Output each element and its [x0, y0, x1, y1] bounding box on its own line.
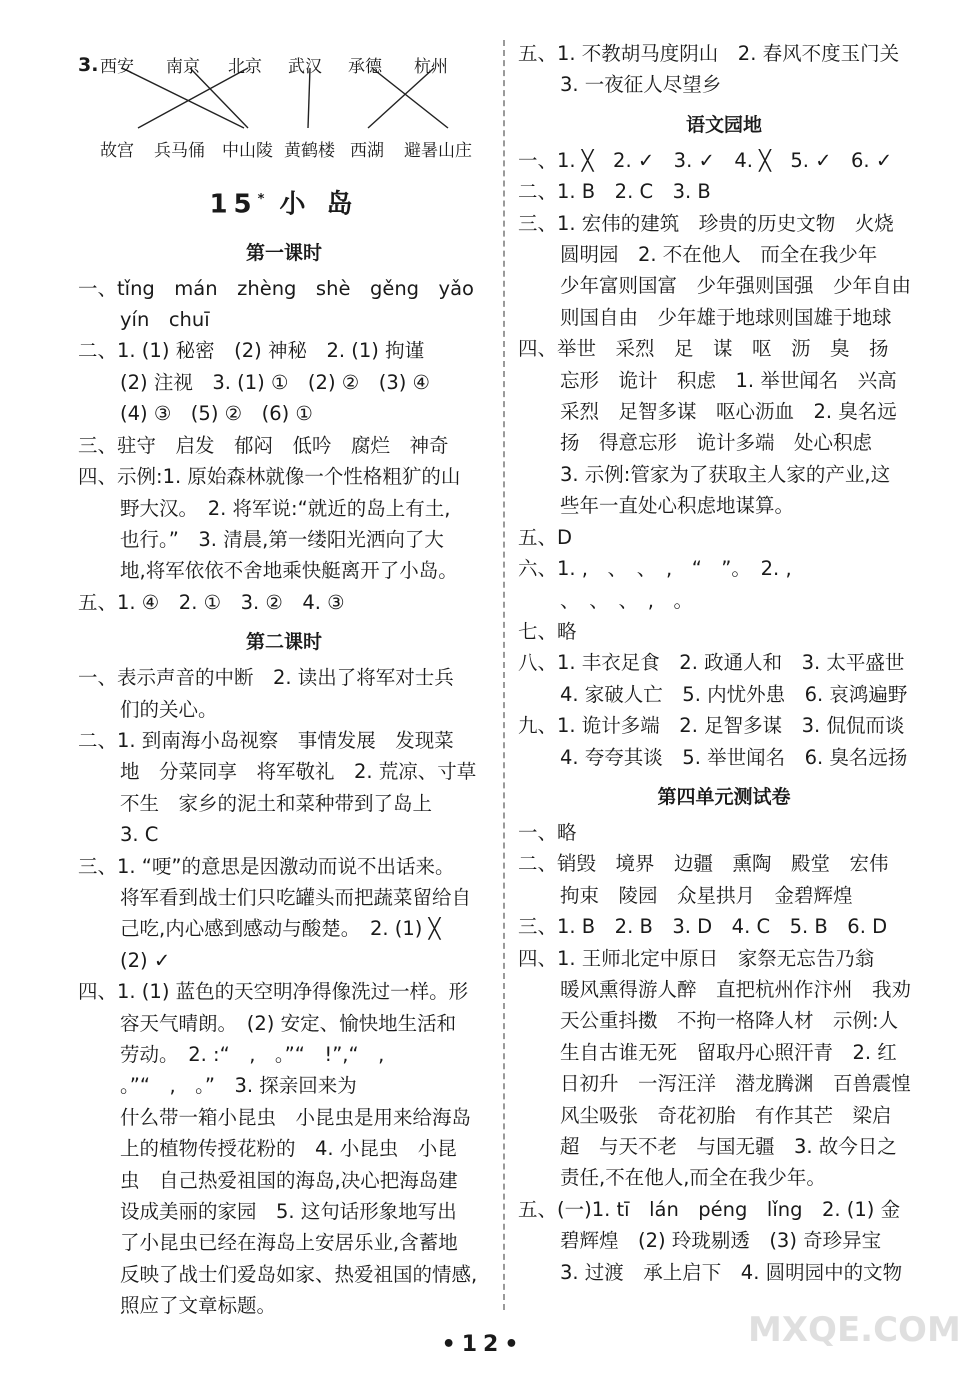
matching-exercise — [78, 38, 490, 161]
answer-line: 则国自由 少年雄于地球则国雄于地球 — [560, 305, 892, 329]
answer-line: 一、略 — [518, 820, 577, 844]
answer-line: 4. 家破人亡 5. 内忧外患 6. 哀鸿遍野 — [560, 682, 908, 706]
answer-line: (4) ③ (5) ② (6) ① — [120, 402, 313, 426]
match-bottom-item: 故宫 — [100, 141, 134, 161]
match-top-item: 北京 — [228, 57, 262, 77]
answer-line: 碧辉煌 (2) 玲珑剔透 (3) 奇珍异宝 — [560, 1229, 882, 1253]
answer-line: 生自古谁无死 留取丹心照汗青 2. 红 — [560, 1040, 897, 1064]
section-heading: 第二课时 — [245, 631, 322, 654]
match-line — [138, 68, 248, 128]
answer-line: 采烈 足智多谋 呕心沥血 2. 臭名远 — [560, 400, 897, 424]
answer-line: 也行。” 3. 清晨,第一缕阳光洒向了大 — [120, 527, 444, 551]
watermark-logo: MXQE.COM — [748, 1310, 961, 1350]
answer-line: 野大汉。 2. 将军说:“就近的岛上有土, — [120, 496, 451, 520]
answer-block — [78, 273, 490, 618]
match-bottom-item: 避暑山庄 — [404, 141, 472, 161]
match-line — [308, 68, 310, 128]
answer-line: 照应了文章标题。 — [120, 1294, 277, 1318]
answer-line: 五、(一)1. tī lán péng lǐng 2. (1) 金 — [518, 1197, 901, 1221]
section-heading: 第四单元测试卷 — [657, 785, 791, 808]
answer-line: 一、1. ╳ 2. ✓ 3. ✓ 4. ╳ 5. ✓ 6. ✓ — [518, 148, 893, 172]
answer-line: 暖风熏得游人醉 直把杭州作汴州 我劝 — [560, 977, 912, 1001]
answer-line: (2) ✓ — [120, 948, 171, 972]
match-line — [372, 68, 448, 128]
answer-line: 圆明园 2. 不在他人 而全在我少年 — [560, 243, 878, 267]
page-dot-left: • — [441, 1332, 462, 1357]
answer-line: 七、略 — [518, 619, 577, 643]
answer-line: 将军看到战士们只吃罐头而把蔬菜留给自 — [120, 885, 472, 909]
answer-line: yín chuī — [120, 308, 210, 332]
answer-line: 五、D — [518, 525, 573, 549]
answer-line: 、 、 、 , 。 — [560, 588, 693, 612]
answer-line: 己吃,内心感到感动与酸楚。 2. (1) ╳ — [120, 917, 441, 941]
answer-line: 反映了战士们爱岛如家、热爱祖国的情感, — [120, 1262, 478, 1286]
match-line — [190, 68, 248, 128]
match-bottom-item: 兵马俑 — [154, 141, 205, 161]
match-top-item: 南京 — [166, 57, 200, 77]
match-top-item: 承德 — [348, 57, 382, 77]
answer-line: 不生 家乡的泥土和菜种带到了岛上 — [120, 791, 433, 815]
answer-line: 3. 过渡 承上启下 4. 圆明园中的文物 — [560, 1260, 903, 1284]
answer-line: 一、表示声音的中断 2. 读出了将军对士兵 — [78, 666, 454, 690]
answer-line: 三、驻守 启发 郁闷 低吟 腐烂 神奇 — [78, 433, 449, 457]
answer-line: 五、1. ④ 2. ① 3. ② 4. ③ — [78, 590, 345, 614]
column-divider — [503, 40, 505, 1310]
answer-line: 四、示例:1. 原始森林就像一个性格粗犷的山 — [78, 465, 461, 489]
answer-line: 超 与天不老 与国无疆 3. 故今日之 — [560, 1135, 897, 1158]
right-column — [518, 38, 930, 1288]
answer-line: 二、1. B 2. C 3. B — [518, 180, 711, 204]
lesson-number: 15 — [209, 189, 258, 220]
answer-line: 劳动。 2. :“ , 。”“ !”,“ , — [120, 1043, 385, 1066]
answer-line: 些年一直处心积虑地谋算。 — [560, 494, 795, 518]
lesson-title — [78, 176, 490, 229]
section-heading: 语文园地 — [685, 113, 762, 136]
answer-block — [518, 38, 930, 101]
answer-line: 上的植物传授花粉的 4. 小昆虫 小昆 — [120, 1137, 457, 1161]
answer-line: 责任,不在他人,而全在我少年。 — [560, 1166, 826, 1190]
answer-line: 拘束 陵园 众星拱月 金碧辉煌 — [560, 883, 853, 907]
answer-line: 4. 夸夸其谈 5. 举世闻名 6. 臭名远扬 — [560, 745, 908, 769]
answer-line: 们的关心。 — [120, 697, 218, 721]
answer-line: 少年富则国富 少年强则国强 少年自由 — [560, 274, 912, 298]
page-number-text: 12 — [461, 1332, 505, 1357]
answer-line: 三、1. 宏伟的建筑 珍贵的历史文物 火烧 — [518, 211, 894, 235]
answer-line: 3. 一夜征人尽望乡 — [560, 73, 722, 97]
match-bottom-item: 西湖 — [350, 141, 384, 161]
answer-line: 二、1. (1) 秘密 (2) 神秘 2. (1) 拘谨 — [78, 339, 425, 363]
match-top-item: 杭州 — [414, 57, 448, 77]
answer-line: 二、销毁 境界 边疆 熏陶 殿堂 宏伟 — [518, 852, 889, 876]
answer-line: (2) 注视 3. (1) ① (2) ② (3) ④ — [120, 370, 431, 394]
answer-line: 日初升 一泻汪洋 潜龙腾渊 百兽震惶 — [560, 1072, 912, 1096]
answer-line: 六、1. , 、 、 , “ ”。 2. , — [518, 557, 792, 581]
match-bottom-item: 中山陵 — [222, 141, 273, 161]
match-bottom-item: 黄鹤楼 — [284, 141, 335, 161]
answer-line: 地 分菜同享 将军敬礼 2. 荒凉、寸草 — [120, 760, 477, 784]
answer-line: 忘形 诡计 积虑 1. 举世闻名 兴高 — [560, 368, 897, 392]
match-top-item: 武汉 — [288, 57, 322, 77]
answer-line: 九、1. 诡计多端 2. 足智多谋 3. 侃侃而谈 — [518, 714, 905, 738]
answer-line: 风尘吸张 奇花初胎 有作其芒 梁启 — [560, 1103, 892, 1127]
lesson-mark: * — [257, 192, 265, 207]
answer-line: 地,将军依依不舍地乘快艇离开了小岛。 — [120, 559, 458, 583]
left-column — [78, 38, 490, 1322]
answer-block — [518, 817, 930, 1288]
section-heading: 第一课时 — [245, 241, 322, 264]
answer-line: 三、1. “哽”的意思是因激动而说不出话来。 — [78, 854, 455, 878]
answer-line: 设成美丽的家园 5. 这句话形象地写出 — [120, 1200, 457, 1224]
answer-line: 。”“ , 。” 3. 探亲回来为 — [120, 1074, 357, 1098]
match-top-item: 西安 — [100, 57, 134, 77]
answer-line: 三、1. B 2. B 3. D 4. C 5. B 6. D — [518, 915, 888, 939]
answer-line: 八、1. 丰衣足食 2. 政通人和 3. 太平盛世 — [518, 651, 905, 675]
answer-line: 扬 得意忘形 诡计多端 处心积虑 — [560, 431, 873, 455]
answer-block — [78, 662, 490, 1322]
answer-line: 3. C — [120, 823, 159, 847]
answer-line: 四、举世 采烈 足 谋 呕 沥 臭 扬 — [518, 337, 889, 361]
answer-line: 3. 示例:管家为了获取主人家的产业,这 — [560, 462, 891, 486]
answer-block — [518, 145, 930, 773]
answer-line: 容天气晴朗。 (2) 安定、愉快地生活和 — [120, 1011, 457, 1035]
answer-line: 一、tǐng mán zhèng shè gěng yǎo — [78, 276, 474, 300]
match-line — [122, 68, 244, 128]
answer-line: 四、1. (1) 蓝色的天空明净得像洗过一样。形 — [78, 980, 469, 1004]
answer-line: 天公重抖擞 不拘一格降人材 示例:人 — [560, 1009, 899, 1033]
answer-line: 了小昆虫已经在海岛上安居乐业,含蓄地 — [120, 1231, 458, 1255]
page-dot-right: • — [504, 1332, 525, 1357]
answer-line: 四、1. 王师北定中原日 家祭无忘告乃翁 — [518, 946, 875, 970]
answer-line: 虫 自己热爱祖国的海岛,决心把海岛建 — [120, 1168, 458, 1192]
lesson-name: 小 岛 — [279, 189, 359, 220]
answer-line: 二、1. 到南海小岛视察 事情发展 发现菜 — [78, 728, 454, 752]
match-line — [368, 68, 434, 128]
matching-number: 3. — [78, 54, 99, 76]
answer-line: 五、1. 不教胡马度阴山 2. 春风不度玉门关 — [518, 42, 900, 65]
answer-line: 什么带一箱小昆虫 小昆虫是用来给海岛 — [120, 1105, 472, 1129]
